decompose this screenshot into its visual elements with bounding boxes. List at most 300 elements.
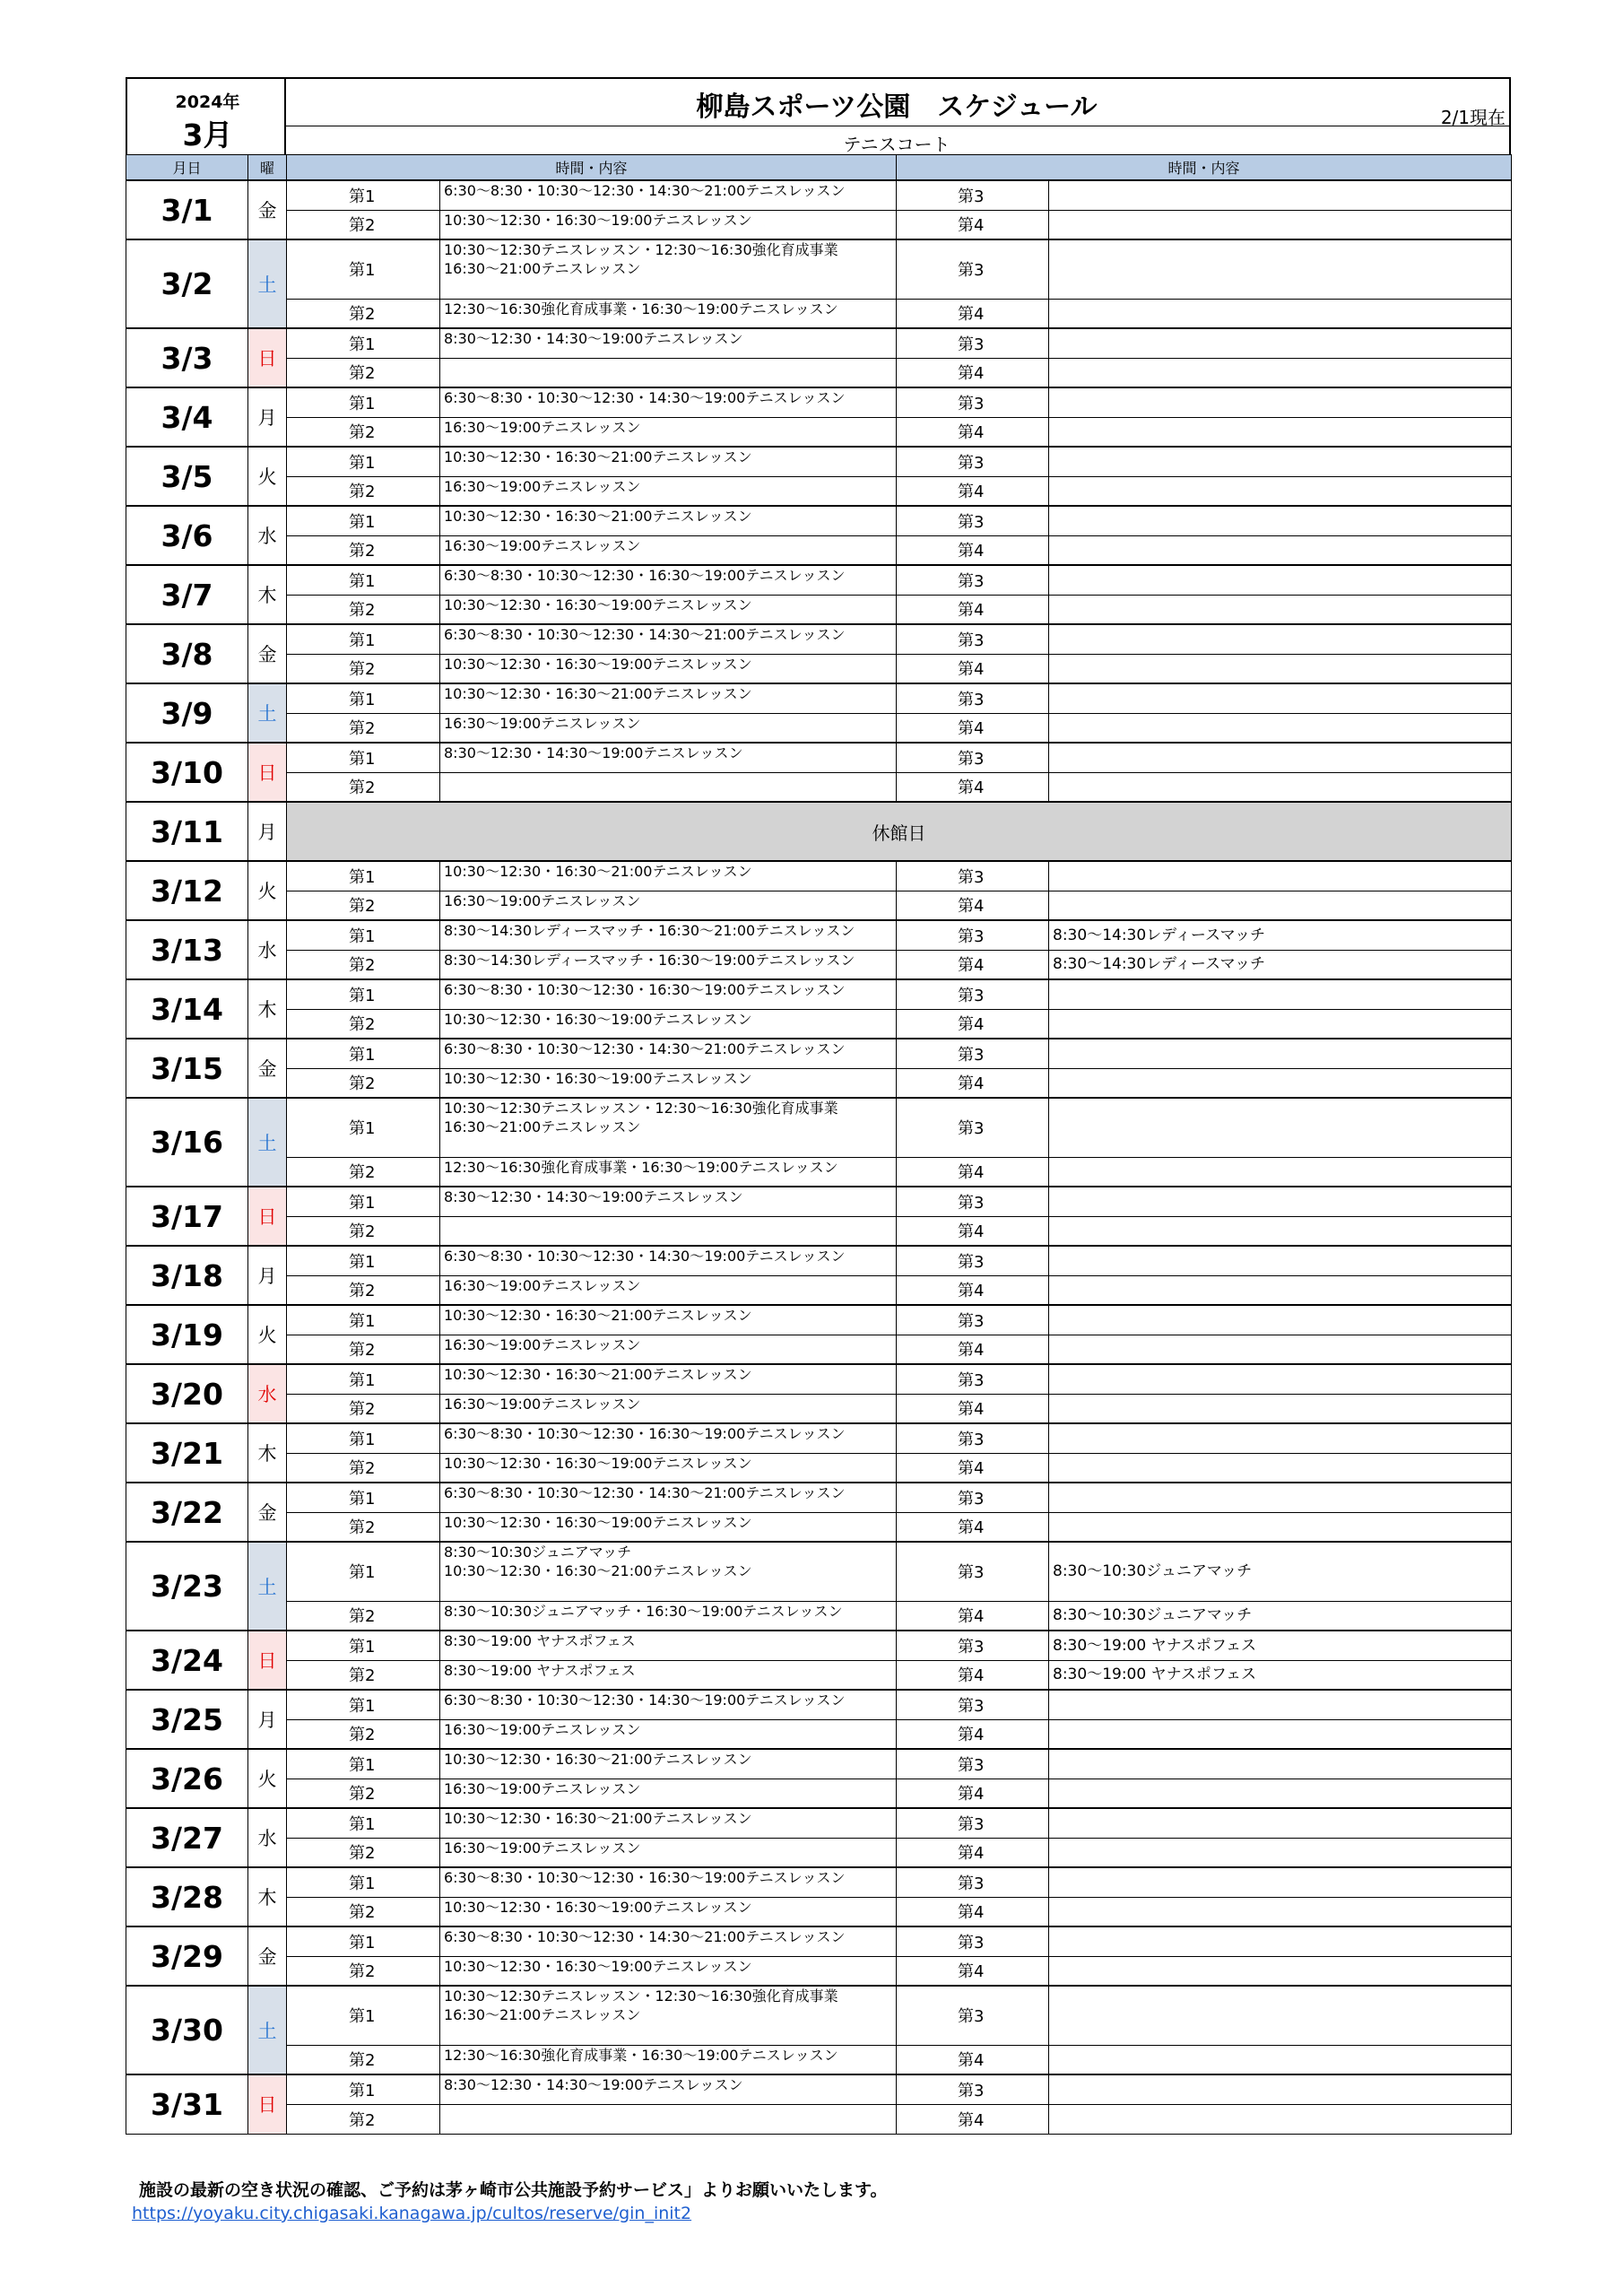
court-3-schedule: [1049, 1039, 1512, 1068]
day-row-second: [126, 476, 1512, 506]
court-3-label: 第3: [897, 861, 1049, 891]
court-3-label: 第3: [897, 328, 1049, 358]
weekday-column-header: 曜: [248, 155, 287, 181]
court-2-label: 第2: [287, 1216, 440, 1246]
month-header: [126, 77, 286, 154]
court-2-label: 第2: [287, 535, 440, 565]
schedule-body: [126, 180, 1512, 2134]
court-3-label: 第3: [897, 2074, 1049, 2104]
court-1-label: 第1: [287, 1187, 440, 1216]
month-label: 3月: [182, 117, 233, 152]
court-4-label: 第4: [897, 713, 1049, 743]
court-3-schedule: [1049, 624, 1512, 654]
court-3-schedule: [1049, 1986, 1512, 2045]
day-row-second: [126, 1779, 1512, 1808]
court-4-label: 第4: [897, 417, 1049, 447]
date-cell: 3/14: [126, 979, 248, 1039]
court-1-schedule: 10:30～12:30・16:30～21:00テニスレッスン: [440, 1808, 897, 1838]
court-2-schedule: 16:30～19:00テニスレッスン: [440, 1394, 897, 1423]
weekday-cell: 土: [248, 239, 287, 328]
court-4-label: 第4: [897, 1838, 1049, 1867]
court-2-label: 第2: [287, 595, 440, 624]
day-row: [126, 1305, 1512, 1335]
court-4-schedule: [1049, 2045, 1512, 2074]
court-1-label: 第1: [287, 1542, 440, 1601]
title-header: [284, 77, 1511, 154]
weekday-cell: 木: [248, 979, 287, 1039]
court-3-label: 第3: [897, 1808, 1049, 1838]
court-3-label: 第3: [897, 920, 1049, 950]
court-2-label: 第2: [287, 1275, 440, 1305]
court-2-schedule: 10:30～12:30・16:30～19:00テニスレッスン: [440, 1009, 897, 1039]
court-1-schedule: 8:30～12:30・14:30～19:00テニスレッスン: [440, 1187, 897, 1216]
court-4-schedule: [1049, 1216, 1512, 1246]
court-1-label: 第1: [287, 1246, 440, 1275]
court-4-schedule: [1049, 1275, 1512, 1305]
date-cell: 3/16: [126, 1098, 248, 1187]
court-1-schedule: 8:30～10:30ジュニアマッチ 10:30～12:30・16:30～21:00テニスレッスン: [440, 1542, 897, 1601]
date-cell: 3/4: [126, 387, 248, 447]
court-4-label: 第4: [897, 210, 1049, 239]
court-4-schedule: [1049, 1335, 1512, 1364]
date-cell: 3/29: [126, 1926, 248, 1986]
court-3-label: 第3: [897, 1423, 1049, 1453]
court-3-label: 第3: [897, 1305, 1049, 1335]
reservation-link[interactable]: https://yoyaku.city.chigasaki.kanagawa.jp/cultos/reserve/gin_init2: [132, 2204, 692, 2223]
court-2-schedule: 16:30～19:00テニスレッスン: [440, 476, 897, 506]
court-4-schedule: 8:30～19:00 ヤナスポフェス: [1049, 1660, 1512, 1690]
day-row-second: [126, 950, 1512, 979]
court-4-schedule: [1049, 358, 1512, 387]
weekday-cell: 日: [248, 743, 287, 802]
day-row: [126, 1808, 1512, 1838]
court-1-label: 第1: [287, 1364, 440, 1394]
court-4-schedule: [1049, 535, 1512, 565]
court-4-schedule: [1049, 2104, 1512, 2134]
day-row-second: [126, 2104, 1512, 2134]
day-row: [126, 1246, 1512, 1275]
court-2-schedule: 12:30～16:30強化育成事業・16:30～19:00テニスレッスン: [440, 2045, 897, 2074]
day-row: [126, 979, 1512, 1009]
day-row: [126, 565, 1512, 595]
court-4-label: 第4: [897, 891, 1049, 920]
court-3-schedule: 8:30～19:00 ヤナスポフェス: [1049, 1631, 1512, 1660]
court-4-schedule: [1049, 210, 1512, 239]
court-4-schedule: [1049, 1779, 1512, 1808]
court-3-label: 第3: [897, 565, 1049, 595]
day-row-second: [126, 1394, 1512, 1423]
day-row-second: [126, 210, 1512, 239]
court-4-label: 第4: [897, 2104, 1049, 2134]
court-1-label: 第1: [287, 2074, 440, 2104]
court-1-schedule: 8:30～14:30レディースマッチ・16:30～21:00テニスレッスン: [440, 920, 897, 950]
court-4-schedule: 8:30～10:30ジュニアマッチ: [1049, 1601, 1512, 1631]
weekday-cell: 水: [248, 920, 287, 979]
court-3-schedule: [1049, 1246, 1512, 1275]
court-4-label: 第4: [897, 1335, 1049, 1364]
court-2-schedule: 10:30～12:30・16:30～19:00テニスレッスン: [440, 1068, 897, 1098]
court-2-schedule: [440, 1216, 897, 1246]
court-4-schedule: [1049, 476, 1512, 506]
court-2-schedule: 8:30～14:30レディースマッチ・16:30～19:00テニスレッスン: [440, 950, 897, 979]
court-4-schedule: 8:30～14:30レディースマッチ: [1049, 950, 1512, 979]
court-4-label: 第4: [897, 1275, 1049, 1305]
court-1-label: 第1: [287, 1690, 440, 1719]
weekday-cell: 火: [248, 1749, 287, 1808]
court-4-schedule: [1049, 299, 1512, 328]
footer-note: 施設の最新の空き状況の確認、ご予約は茅ヶ崎市公共施設予約サービス」よりお願いいたします。: [139, 2180, 888, 2200]
court-2-label: 第2: [287, 417, 440, 447]
date-cell: 3/2: [126, 239, 248, 328]
day-row-second: [126, 299, 1512, 328]
court-2-schedule: 10:30～12:30・16:30～19:00テニスレッスン: [440, 1453, 897, 1483]
day-row-second: [126, 1897, 1512, 1926]
date-cell: 3/18: [126, 1246, 248, 1305]
day-row-second: [126, 1838, 1512, 1867]
court-1-label: 第1: [287, 1305, 440, 1335]
court-4-label: 第4: [897, 950, 1049, 979]
court-4-label: 第4: [897, 1512, 1049, 1542]
court-3-schedule: [1049, 1690, 1512, 1719]
court-4-label: 第4: [897, 1897, 1049, 1926]
day-row-second: [126, 772, 1512, 802]
court-2-schedule: 10:30～12:30・16:30～19:00テニスレッスン: [440, 654, 897, 683]
court-1-label: 第1: [287, 1423, 440, 1453]
day-row: [126, 1483, 1512, 1512]
weekday-cell: 水: [248, 1364, 287, 1423]
court-2-label: 第2: [287, 1335, 440, 1364]
weekday-cell: 水: [248, 506, 287, 565]
court-3-label: 第3: [897, 387, 1049, 417]
court-2-schedule: [440, 772, 897, 802]
date-cell: 3/8: [126, 624, 248, 683]
court-3-label: 第3: [897, 1098, 1049, 1157]
court-2-label: 第2: [287, 1512, 440, 1542]
court-4-label: 第4: [897, 1719, 1049, 1749]
court-3-label: 第3: [897, 1631, 1049, 1660]
court-2-schedule: 12:30～16:30強化育成事業・16:30～19:00テニスレッスン: [440, 1157, 897, 1187]
court-4-schedule: [1049, 654, 1512, 683]
court-3-label: 第3: [897, 1542, 1049, 1601]
court-3-schedule: [1049, 1808, 1512, 1838]
court-4-label: 第4: [897, 1453, 1049, 1483]
day-row-second: [126, 1157, 1512, 1187]
weekday-cell: 日: [248, 328, 287, 387]
weekday-cell: 月: [248, 1690, 287, 1749]
court-3-schedule: [1049, 1423, 1512, 1453]
court-2-schedule: 12:30～16:30強化育成事業・16:30～19:00テニスレッスン: [440, 299, 897, 328]
weekday-cell: 金: [248, 624, 287, 683]
court-1-schedule: 10:30～12:30・16:30～21:00テニスレッスン: [440, 861, 897, 891]
weekday-cell: 日: [248, 1187, 287, 1246]
court-3-label: 第3: [897, 1749, 1049, 1779]
day-row: [126, 506, 1512, 535]
court-1-schedule: 6:30～8:30・10:30～12:30・16:30～19:00テニスレッスン: [440, 1423, 897, 1453]
court-2-label: 第2: [287, 1660, 440, 1690]
date-cell: 3/9: [126, 683, 248, 743]
court-1-label: 第1: [287, 447, 440, 476]
court-3-label: 第3: [897, 180, 1049, 210]
court-4-label: 第4: [897, 1009, 1049, 1039]
day-row: [126, 1364, 1512, 1394]
day-row-second: [126, 1956, 1512, 1986]
weekday-cell: 金: [248, 1039, 287, 1098]
court-2-schedule: 8:30～10:30ジュニアマッチ・16:30～19:00テニスレッスン: [440, 1601, 897, 1631]
day-row: [126, 1867, 1512, 1897]
court-3-label: 第3: [897, 1039, 1049, 1068]
court-4-label: 第4: [897, 299, 1049, 328]
date-cell: 3/22: [126, 1483, 248, 1542]
court-4-label: 第4: [897, 476, 1049, 506]
date-cell: 3/27: [126, 1808, 248, 1867]
court-1-schedule: 10:30～12:30・16:30～21:00テニスレッスン: [440, 1305, 897, 1335]
date-cell: 3/13: [126, 920, 248, 979]
facility-subtitle: テニスコート: [843, 134, 950, 155]
court-1-schedule: 10:30～12:30・16:30～21:00テニスレッスン: [440, 1749, 897, 1779]
day-row: [126, 180, 1512, 210]
court-2-label: 第2: [287, 1779, 440, 1808]
weekday-cell: 金: [248, 1926, 287, 1986]
date-cell: 3/31: [126, 2074, 248, 2134]
content-column-header-left: 時間・内容: [287, 155, 897, 181]
court-3-schedule: [1049, 861, 1512, 891]
court-2-schedule: 16:30～19:00テニスレッスン: [440, 417, 897, 447]
day-row-second: [126, 891, 1512, 920]
court-2-label: 第2: [287, 299, 440, 328]
court-2-label: 第2: [287, 891, 440, 920]
court-3-label: 第3: [897, 1986, 1049, 2045]
date-cell: 3/10: [126, 743, 248, 802]
court-3-schedule: [1049, 683, 1512, 713]
date-cell: 3/26: [126, 1749, 248, 1808]
weekday-cell: 月: [248, 802, 287, 861]
date-cell: 3/1: [126, 180, 248, 239]
day-row: [126, 239, 1512, 299]
court-2-label: 第2: [287, 950, 440, 979]
court-1-schedule: 6:30～8:30・10:30～12:30・14:30～19:00テニスレッスン: [440, 1246, 897, 1275]
weekday-cell: 木: [248, 565, 287, 624]
court-1-label: 第1: [287, 506, 440, 535]
court-4-schedule: [1049, 1157, 1512, 1187]
court-2-label: 第2: [287, 772, 440, 802]
court-3-schedule: [1049, 239, 1512, 299]
court-1-schedule: 6:30～8:30・10:30～12:30・16:30～19:00テニスレッスン: [440, 1867, 897, 1897]
court-1-label: 第1: [287, 1867, 440, 1897]
court-3-label: 第3: [897, 743, 1049, 772]
weekday-cell: 土: [248, 1542, 287, 1631]
court-1-label: 第1: [287, 1039, 440, 1068]
day-row-second: [126, 595, 1512, 624]
page-title: 柳島スポーツ公園 スケジュール: [696, 91, 1098, 123]
day-row-second: [126, 654, 1512, 683]
day-row: [126, 1631, 1512, 1660]
day-row: [126, 683, 1512, 713]
court-1-label: 第1: [287, 1986, 440, 2045]
court-1-label: 第1: [287, 861, 440, 891]
court-2-label: 第2: [287, 2104, 440, 2134]
date-cell: 3/5: [126, 447, 248, 506]
day-row-second: [126, 535, 1512, 565]
court-2-schedule: 10:30～12:30・16:30～19:00テニスレッスン: [440, 1956, 897, 1986]
day-row: [126, 1039, 1512, 1068]
court-3-label: 第3: [897, 624, 1049, 654]
date-cell: 3/21: [126, 1423, 248, 1483]
weekday-cell: 月: [248, 1246, 287, 1305]
court-1-label: 第1: [287, 1808, 440, 1838]
content-column-header-right: 時間・内容: [897, 155, 1512, 181]
court-2-label: 第2: [287, 713, 440, 743]
court-1-schedule: 8:30～12:30・14:30～19:00テニスレッスン: [440, 328, 897, 358]
schedule-table: [126, 154, 1512, 2135]
court-1-label: 第1: [287, 565, 440, 595]
weekday-cell: 木: [248, 1867, 287, 1926]
court-2-label: 第2: [287, 1719, 440, 1749]
court-1-schedule: 6:30～8:30・10:30～12:30・14:30～21:00テニスレッスン: [440, 180, 897, 210]
court-1-label: 第1: [287, 920, 440, 950]
court-4-label: 第4: [897, 535, 1049, 565]
column-header-row: [126, 155, 1512, 181]
court-3-label: 第3: [897, 506, 1049, 535]
day-row: [126, 802, 1512, 831]
court-3-label: 第3: [897, 979, 1049, 1009]
court-3-schedule: [1049, 1098, 1512, 1157]
day-row: [126, 447, 1512, 476]
day-row: [126, 920, 1512, 950]
court-4-schedule: [1049, 1956, 1512, 1986]
court-2-label: 第2: [287, 1394, 440, 1423]
court-3-label: 第3: [897, 1690, 1049, 1719]
date-cell: 3/6: [126, 506, 248, 565]
court-1-label: 第1: [287, 1631, 440, 1660]
court-4-schedule: [1049, 1719, 1512, 1749]
weekday-cell: 日: [248, 2074, 287, 2134]
court-1-label: 第1: [287, 1483, 440, 1512]
court-2-label: 第2: [287, 1009, 440, 1039]
court-2-label: 第2: [287, 1956, 440, 1986]
court-2-label: 第2: [287, 210, 440, 239]
year-label: 2024年: [175, 92, 240, 112]
court-1-schedule: 6:30～8:30・10:30～12:30・14:30～21:00テニスレッスン: [440, 1039, 897, 1068]
court-4-label: 第4: [897, 595, 1049, 624]
court-2-schedule: 16:30～19:00テニスレッスン: [440, 1335, 897, 1364]
court-4-schedule: [1049, 1453, 1512, 1483]
court-1-schedule: 6:30～8:30・10:30～12:30・16:30～19:00テニスレッスン: [440, 979, 897, 1009]
day-row-second: [126, 1719, 1512, 1749]
court-2-schedule: [440, 2104, 897, 2134]
date-cell: 3/11: [126, 802, 248, 861]
court-3-label: 第3: [897, 683, 1049, 713]
court-2-schedule: 16:30～19:00テニスレッスン: [440, 1779, 897, 1808]
weekday-cell: 日: [248, 1631, 287, 1690]
court-4-label: 第4: [897, 1956, 1049, 1986]
court-1-label: 第1: [287, 683, 440, 713]
court-3-label: 第3: [897, 1867, 1049, 1897]
court-2-label: 第2: [287, 2045, 440, 2074]
date-cell: 3/3: [126, 328, 248, 387]
court-4-schedule: [1049, 1512, 1512, 1542]
court-1-label: 第1: [287, 1749, 440, 1779]
weekday-cell: 土: [248, 1098, 287, 1187]
court-1-schedule: 8:30～12:30・14:30～19:00テニスレッスン: [440, 743, 897, 772]
court-3-schedule: [1049, 447, 1512, 476]
court-1-label: 第1: [287, 979, 440, 1009]
court-4-label: 第4: [897, 654, 1049, 683]
weekday-cell: 土: [248, 683, 287, 743]
court-1-label: 第1: [287, 387, 440, 417]
court-1-schedule: 10:30～12:30テニスレッスン・12:30～16:30強化育成事業 16:30～21:00テニスレッスン: [440, 239, 897, 299]
court-4-schedule: [1049, 891, 1512, 920]
court-4-schedule: [1049, 417, 1512, 447]
day-row-second: [126, 1068, 1512, 1098]
court-2-schedule: 10:30～12:30・16:30～19:00テニスレッスン: [440, 210, 897, 239]
court-3-schedule: [1049, 1867, 1512, 1897]
day-row: [126, 1187, 1512, 1216]
court-1-label: 第1: [287, 180, 440, 210]
day-row: [126, 1542, 1512, 1601]
day-row-second: [126, 417, 1512, 447]
court-2-schedule: 16:30～19:00テニスレッスン: [440, 713, 897, 743]
date-cell: 3/30: [126, 1986, 248, 2074]
court-1-label: 第1: [287, 743, 440, 772]
court-1-schedule: 10:30～12:30テニスレッスン・12:30～16:30強化育成事業 16:30～21:00テニスレッスン: [440, 1986, 897, 2045]
court-2-label: 第2: [287, 1068, 440, 1098]
court-1-label: 第1: [287, 1098, 440, 1157]
court-2-schedule: 16:30～19:00テニスレッスン: [440, 1275, 897, 1305]
court-3-label: 第3: [897, 1246, 1049, 1275]
court-3-schedule: [1049, 1926, 1512, 1956]
court-3-label: 第3: [897, 239, 1049, 299]
court-3-schedule: [1049, 506, 1512, 535]
court-3-label: 第3: [897, 447, 1049, 476]
day-row: [126, 387, 1512, 417]
court-2-schedule: 16:30～19:00テニスレッスン: [440, 1838, 897, 1867]
court-1-schedule: 8:30～12:30・14:30～19:00テニスレッスン: [440, 2074, 897, 2104]
court-1-schedule: 10:30～12:30・16:30～21:00テニスレッスン: [440, 447, 897, 476]
court-4-label: 第4: [897, 1068, 1049, 1098]
day-row-second: [126, 358, 1512, 387]
court-4-schedule: [1049, 1838, 1512, 1867]
court-2-schedule: 10:30～12:30・16:30～19:00テニスレッスン: [440, 595, 897, 624]
day-row: [126, 1690, 1512, 1719]
court-4-schedule: [1049, 1897, 1512, 1926]
court-2-label: 第2: [287, 1601, 440, 1631]
as-of-date: 2/1現在: [1440, 107, 1506, 128]
court-1-schedule: 8:30～19:00 ヤナスポフェス: [440, 1631, 897, 1660]
court-1-label: 第1: [287, 239, 440, 299]
court-4-label: 第4: [897, 358, 1049, 387]
court-4-schedule: [1049, 1394, 1512, 1423]
date-cell: 3/12: [126, 861, 248, 920]
closed-day-cell: 休館日: [287, 802, 1512, 861]
day-row: [126, 2074, 1512, 2104]
court-4-schedule: [1049, 1009, 1512, 1039]
court-4-schedule: [1049, 595, 1512, 624]
day-row: [126, 1749, 1512, 1779]
day-row: [126, 861, 1512, 891]
court-4-schedule: [1049, 772, 1512, 802]
court-1-schedule: 6:30～8:30・10:30～12:30・14:30～21:00テニスレッスン: [440, 624, 897, 654]
weekday-cell: 水: [248, 1808, 287, 1867]
court-3-schedule: [1049, 1483, 1512, 1512]
court-3-label: 第3: [897, 1187, 1049, 1216]
court-2-label: 第2: [287, 1157, 440, 1187]
day-row-second: [126, 1275, 1512, 1305]
court-2-schedule: 10:30～12:30・16:30～19:00テニスレッスン: [440, 1512, 897, 1542]
date-cell: 3/23: [126, 1542, 248, 1631]
date-cell: 3/20: [126, 1364, 248, 1423]
day-row-second: [126, 713, 1512, 743]
court-1-schedule: 6:30～8:30・10:30～12:30・16:30～19:00テニスレッスン: [440, 565, 897, 595]
